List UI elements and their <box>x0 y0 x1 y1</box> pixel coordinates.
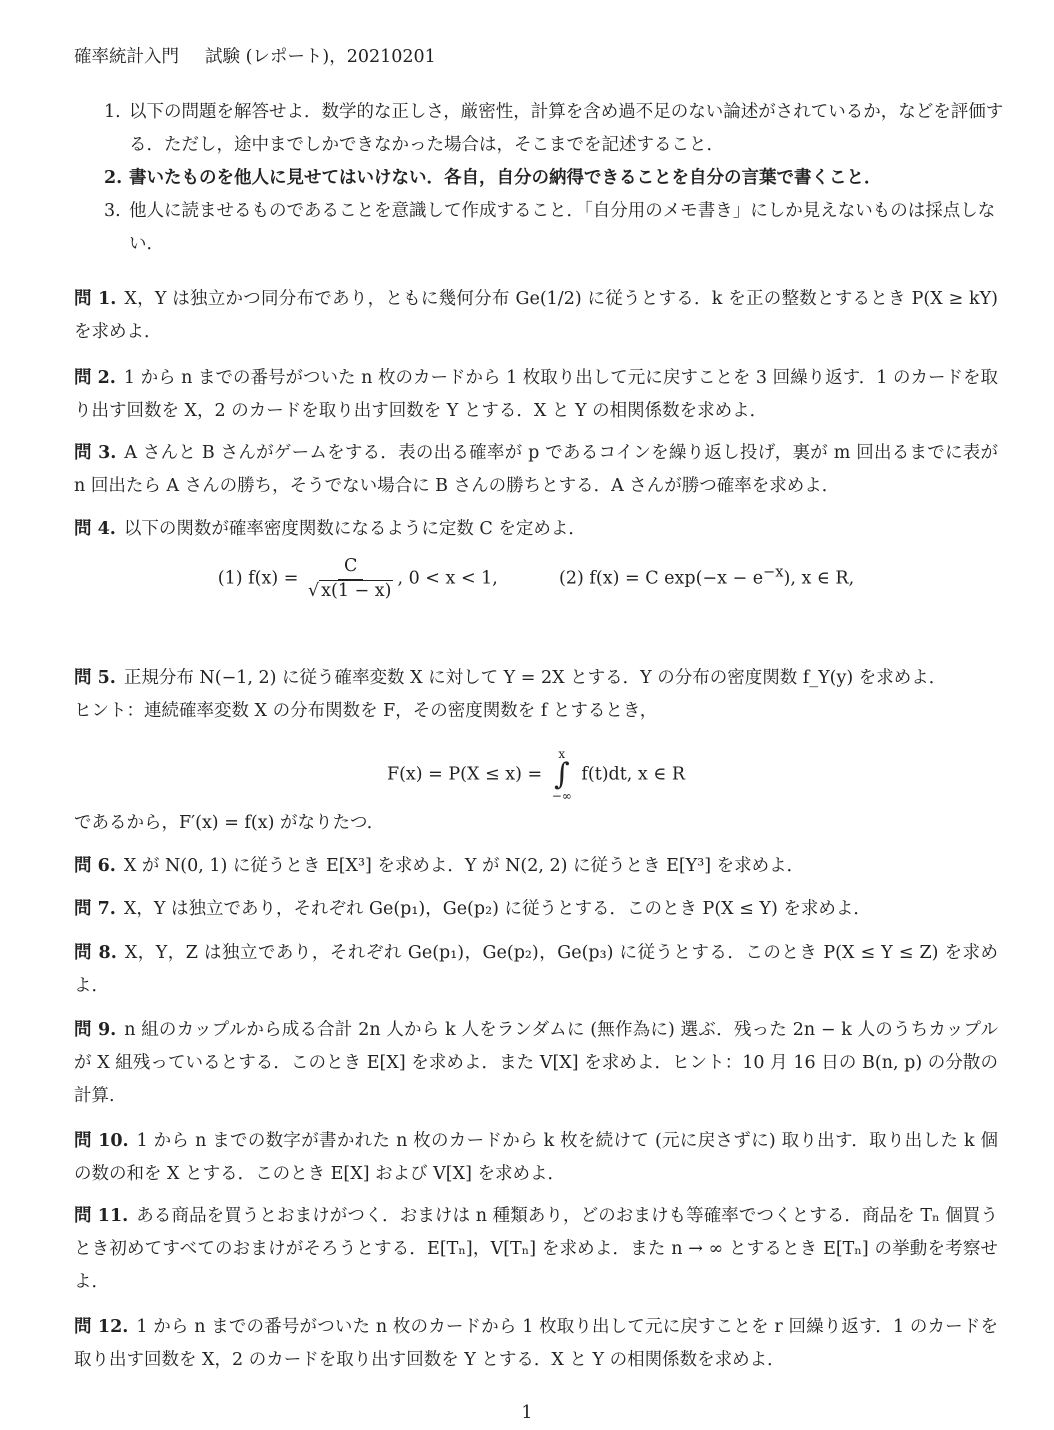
problem-1: 問 1. X，Y は独立かつ同分布であり，ともに幾何分布 Ge(1/2) に従うとする．k を正の整数とするとき P(X ≥ kY) を求めよ． <box>74 289 998 342</box>
problem-8: 問 8. X，Y，Z は独立であり，それぞれ Ge(p₁)，Ge(p₂)，Ge(p₃) に従うとする．このとき P(X ≤ Y ≤ Z) を求めよ． <box>74 943 998 996</box>
problem-3: 問 3. A さんと B さんがゲームをする．表の出る確率が p であるコインを繰り返し投げ，裏が m 回出るまでに表が n 回出たら A さんの勝ち，そうでない場合に B さんの勝ちとする．A さんが勝つ確率を求めよ． <box>74 443 998 496</box>
problem-11: 問 11. ある商品を買うとおまけがつく．おまけは n 種類あり，どのおまけも等確率でつくとする．商品を Tₙ 個買うとき初めてすべてのおまけがそろうとする．E[Tₙ]，V[Tₙ] を求めよ．また n → ∞ とするとき E[Tₙ] の挙動を考察せよ． <box>74 1206 998 1292</box>
problem-12: 問 12. 1 から n までの番号がついた n 枚のカードから 1 枚取り出して元に戻すことを r 回繰り返す．1 のカードを取り出す回数を X，2 のカードを取り出す回数を Y とする．X と Y の相関係数を求めよ． <box>74 1317 998 1370</box>
problem-2: 問 2. 1 から n までの番号がついた n 枚のカードから 1 枚取り出して元に戻すことを 3 回繰り返す．1 のカードを取り出す回数を X，2 のカードを取り出す回数を Y とする．X と Y の相関係数を求めよ． <box>74 368 998 421</box>
rule-item: 1. 以下の問題を解答せよ．数学的な正しさ，厳密性，計算を含め過不足のない論述がされているか，などを評価する．ただし，途中までしかできなかった場合は，そこまでを記述すること． <box>104 102 1004 155</box>
problem-7: 問 7. X，Y は独立であり，それぞれ Ge(p₁)，Ge(p₂) に従うとする．このとき P(X ≤ Y) を求めよ． <box>74 899 871 919</box>
page-number: 1 <box>521 1403 533 1423</box>
problem-4-equations: (1) f(x) = $\frac{C}{√ x(1 - x)}$ , 0 < x < 1, (2) f(x) = C $\exp(-x - e^{-x})$, x ∈ R, <box>217 556 855 601</box>
problem-5-hint: ヒント：連続確率変数 X の分布関数を F，その密度関数を f とするとき， <box>74 701 658 721</box>
course-title: 確率統計入門 <box>74 47 179 67</box>
problem-9: 問 9. n 組のカップルから成る合計 2n 人から k 人をランダムに (無作為に) 選ぶ．残った 2n − k 人のうちカップルが X 組残っているとする．このとき E[X] を求めよ．また V[X] を求めよ．ヒント：10 月 16 日の B(n, p) の分散の計算. <box>74 1020 998 1106</box>
rule-item: 3. 他人に読ませるものであることを意識して作成すること．「自分用のメモ書き」にしか見えないものは採点しない． <box>104 201 996 254</box>
problem-5-after: であるから，F′(x) = f(x) がなりたつ． <box>74 813 385 833</box>
problem-5-formula: F(x) = P(X ≤ x) = x ∫ −∞ f(t)dt, x ∈ R <box>386 747 686 803</box>
problem-4: 問 4. 以下の関数が確率密度関数になるように定数 C を定めよ． <box>74 519 586 539</box>
problem-6: 問 6. X が N(0, 1) に従うとき E[X³] を求めよ．Y が N(2, 2) に従うとき E[Y³] を求めよ． <box>74 856 805 876</box>
exam-title: 試験 (レポート)，20210201 <box>205 47 436 67</box>
problem-10: 問 10. 1 から n までの数字が書かれた n 枚のカードから k 枚を続けて (元に戻さずに) 取り出す．取り出した k 個の数の和を X とする．このとき E[X] および V[X] を求めよ． <box>74 1131 998 1184</box>
problem-5: 問 5. 正規分布 N(−1, 2) に従う確率変数 X に対して Y = 2X とする．Y の分布の密度関数 f_Y(y) を求めよ． ヒント：連続確率変数 X の分布関数を F，その密度関数を f とするとき， <box>74 668 947 721</box>
page-header <box>74 49 436 67</box>
rule-item: 2. 書いたものを他人に見せてはいけない．各自，自分の納得できることを自分の言葉で書くこと． <box>104 168 882 188</box>
rules-list <box>74 96 1004 261</box>
